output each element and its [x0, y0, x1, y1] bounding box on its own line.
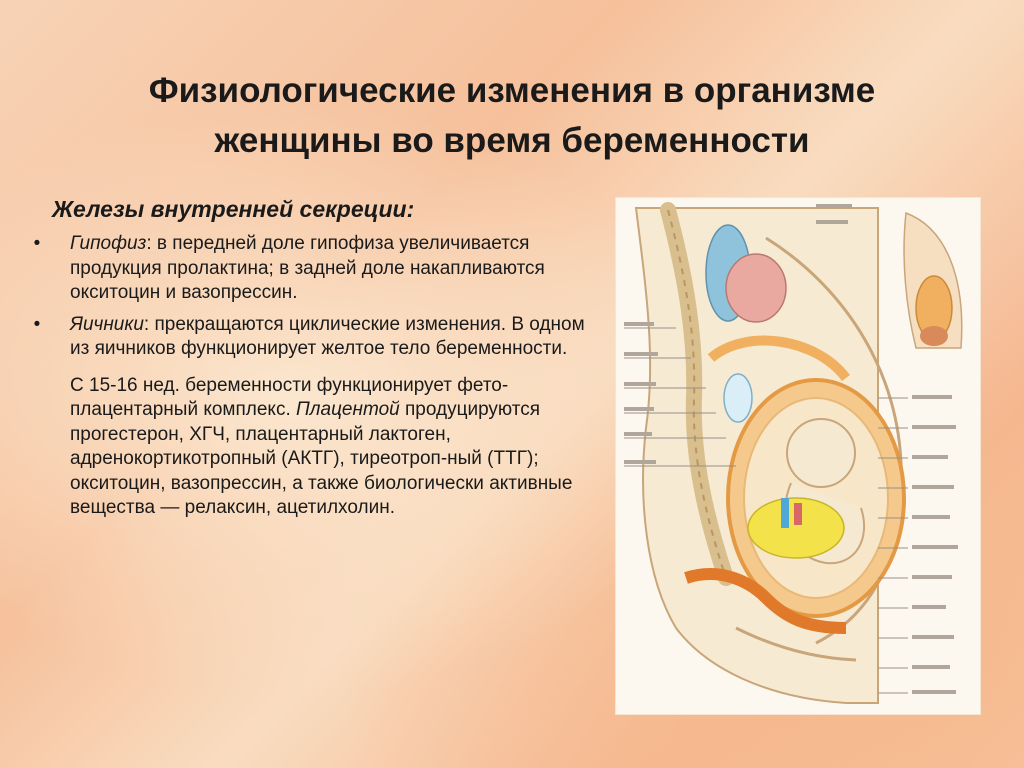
bullet-ovaries [30, 313, 590, 362]
text-ovaries: : прекращаются циклические изменения. В одном из яичников функционирует желтое тело беременности. [70, 313, 585, 359]
paragraph-text-before: С 15-16 нед. беременности функционирует фето-плацентарный комплекс. [70, 374, 509, 420]
term-pituitary: Гипофиз [70, 233, 147, 254]
section-heading: Железы внутренней секреции: [52, 196, 415, 222]
pregnancy-anatomy-figure [616, 198, 980, 714]
bullet-pituitary [30, 232, 590, 306]
placenta-paragraph [30, 374, 590, 521]
paragraph-text-after: продуцируются прогестерон, ХГЧ, плацентарный лактоген, адренокортикотропный (АКТГ), тиреотроп-ный (ТТГ); окситоцин, вазопрессин, а также биологически активные вещества — релаксин, ацетилхолин. [70, 399, 573, 518]
bullet-dot-icon: • [33, 233, 41, 254]
text-pituitary: : в передней доле гипофиза увеличивается продукция пролактина; в задней доле накапливаются окситоцин и вазопрессин. [70, 233, 545, 303]
slide-title-line-2: женщины во время беременности [214, 121, 810, 160]
term-placenta: Плацентой [296, 399, 400, 420]
bullet-dot-icon: • [33, 313, 41, 335]
slide-title [60, 66, 964, 166]
pregnancy-anatomy-icon [616, 198, 980, 714]
term-ovaries: Яичники [70, 313, 144, 335]
body-text [30, 232, 590, 521]
slide-title-line-1: Физиологические изменения в организме [148, 71, 876, 110]
